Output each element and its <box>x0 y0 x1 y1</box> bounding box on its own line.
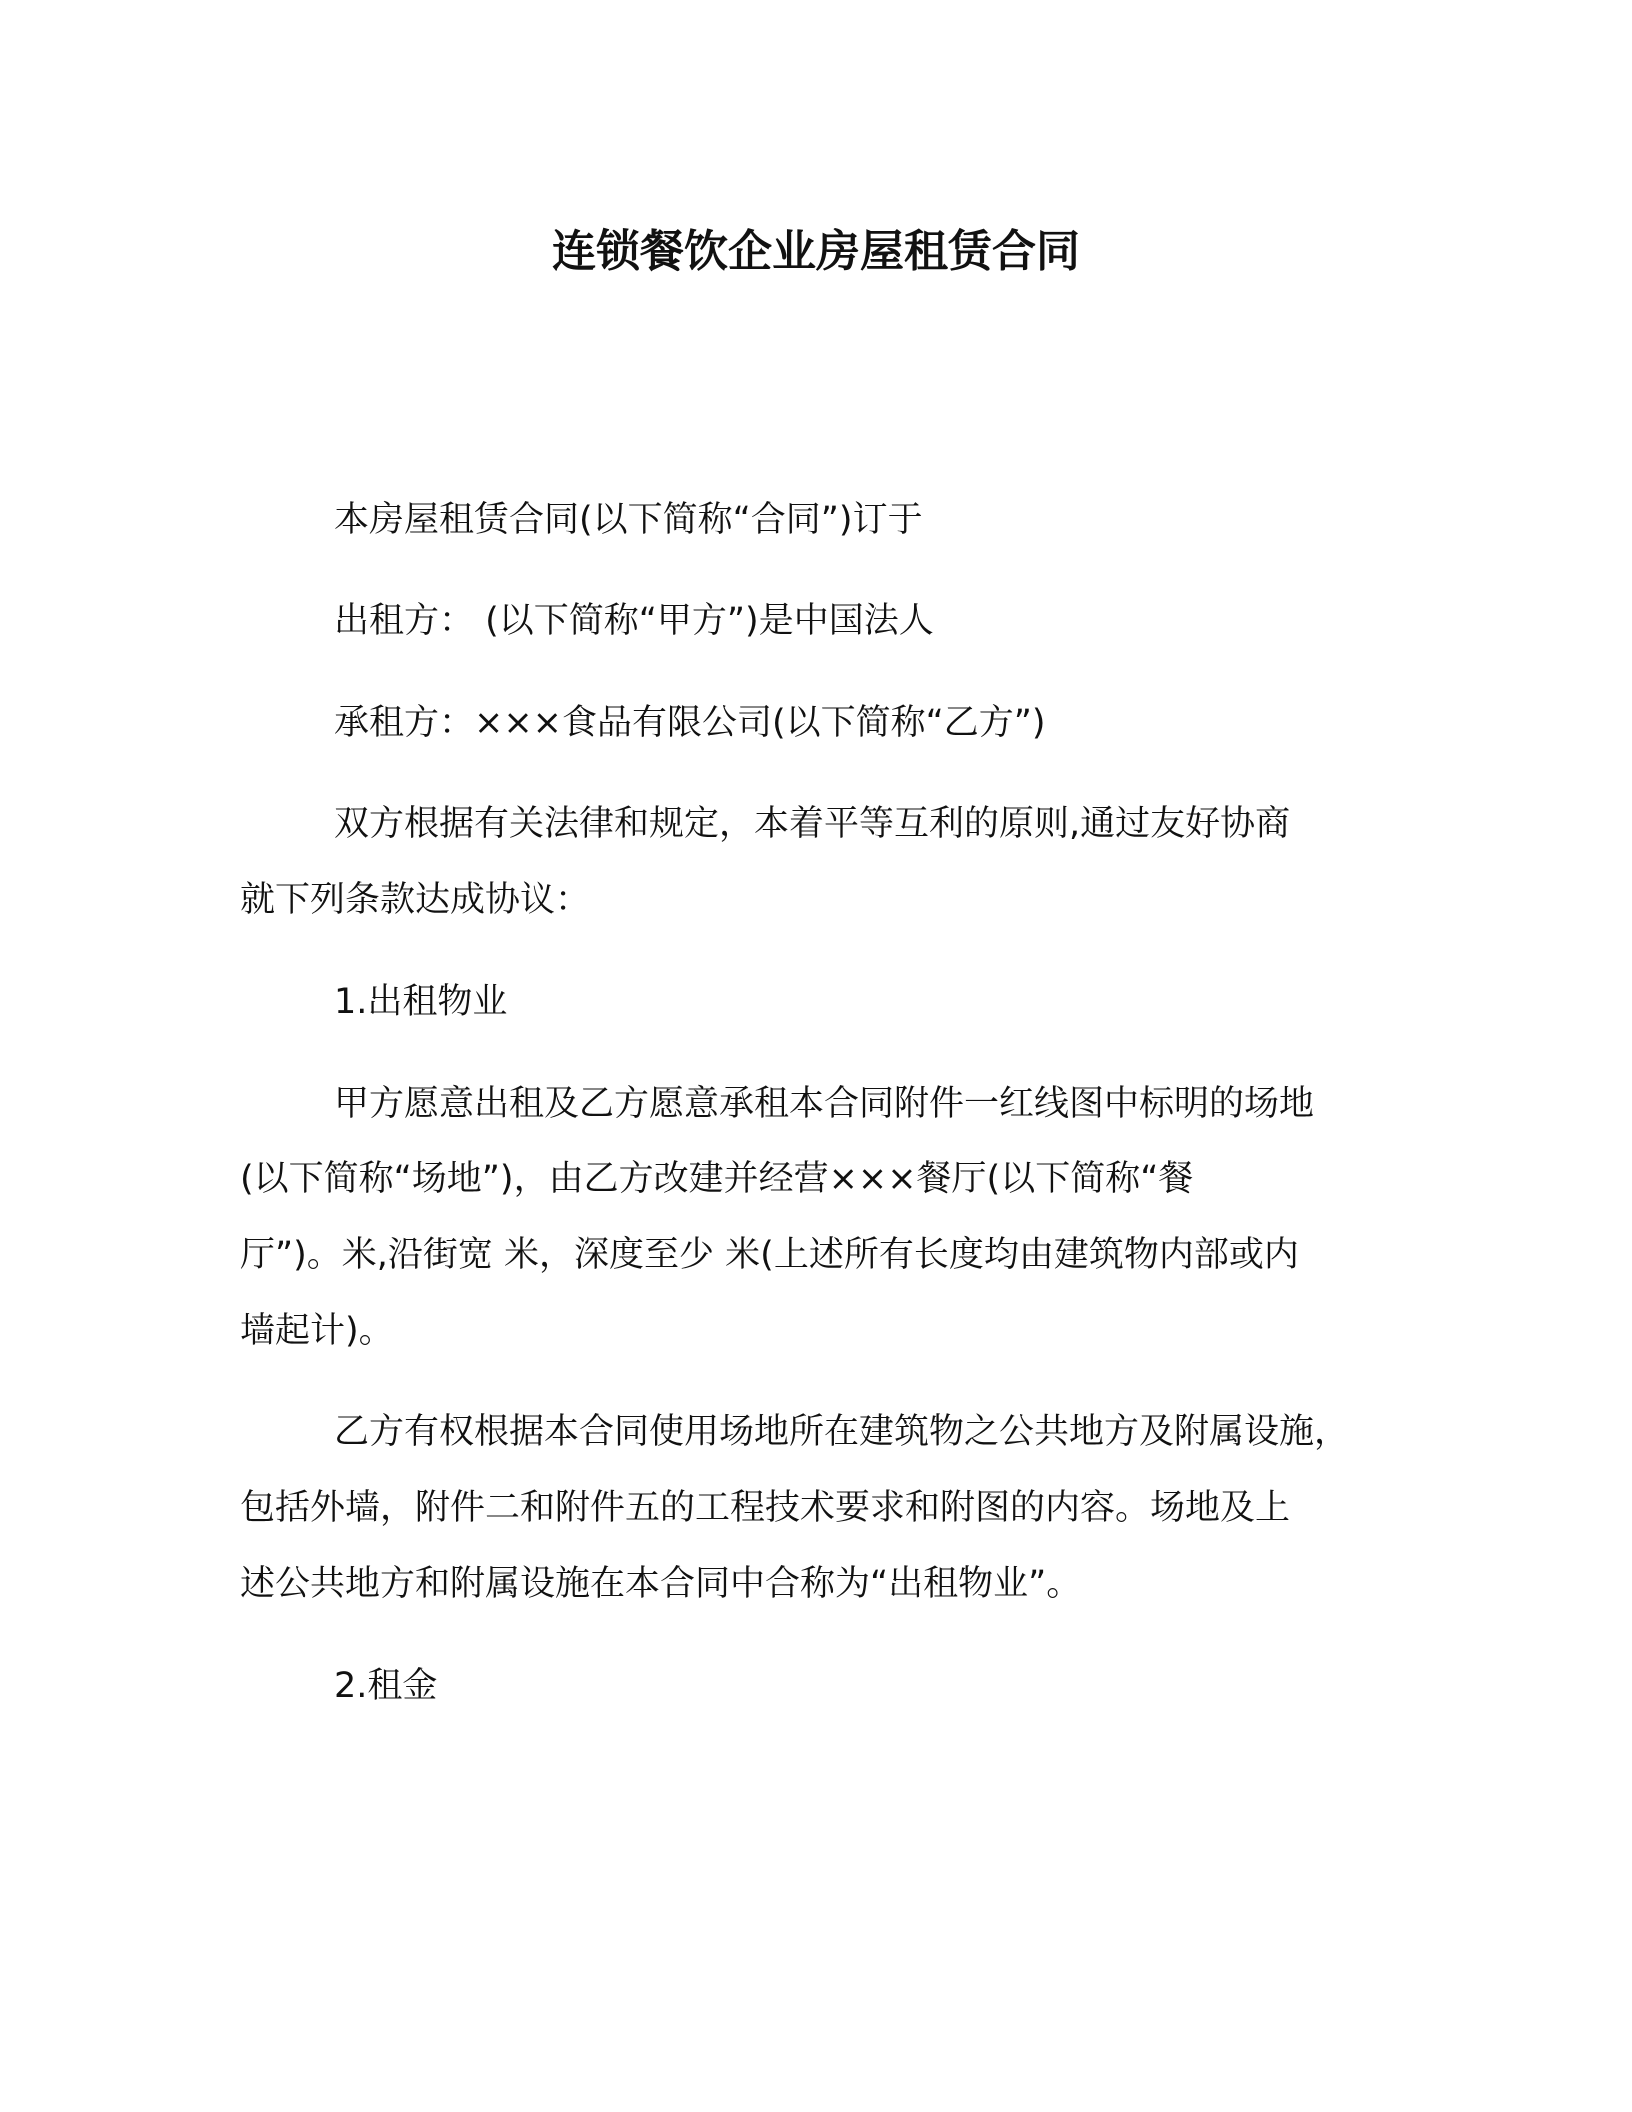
lessor-line: 出租方： (以下简称“甲方”)是中国法人 <box>334 601 934 641</box>
section-heading-1: 1.出租物业 <box>334 982 508 1022</box>
section1-para2-line-1: 乙方有权根据本合同使用场地所在建筑物之公共地方及附属设施， <box>334 1412 1350 1452</box>
preamble-line-2: 就下列条款达成协议： <box>240 880 591 920</box>
document-title: 连锁餐饮企业房屋租赁合同 <box>552 226 1080 277</box>
section-heading-2: 2.租金 <box>334 1666 438 1706</box>
lessee-line: 承租方：×××食品有限公司(以下简称“乙方”) <box>334 703 1046 743</box>
section1-para2-line-2: 包括外墙，附件二和附件五的工程技术要求和附图的内容。场地及上 <box>240 1488 1291 1528</box>
section1-para1-line-1: 甲方愿意出租及乙方愿意承租本合同附件一红线图中标明的场地 <box>334 1084 1315 1124</box>
section1-para1-line-2: (以下简称“场地”)，由乙方改建并经营×××餐厅(以下简称“餐 <box>240 1159 1194 1199</box>
contract-intro-line: 本房屋租赁合同(以下简称“合同”)订于 <box>334 500 923 540</box>
section1-para2-line-3: 述公共地方和附属设施在本合同中合称为“出租物业”。 <box>240 1564 1082 1604</box>
section1-para1-line-4: 墙起计)。 <box>240 1311 394 1351</box>
section1-para1-line-3: 厅”)。米,沿街宽 米，深度至少 米(上述所有长度均由建筑物内部或内 <box>240 1235 1299 1275</box>
preamble-line-1: 双方根据有关法律和规定，本着平等互利的原则,通过友好协商 <box>334 804 1291 844</box>
